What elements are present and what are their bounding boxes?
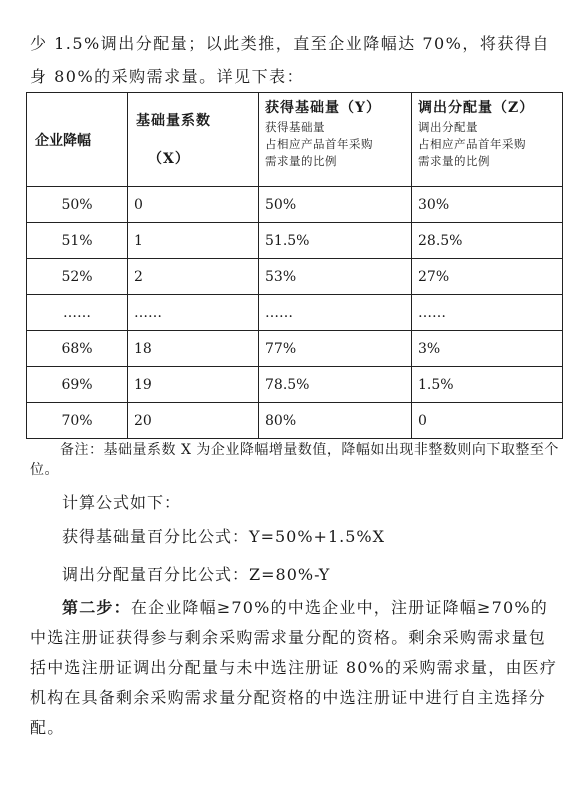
header-base-amount-sub-1: 获得基础量 (265, 120, 325, 134)
table-row (27, 187, 563, 223)
cell-decline: …… (27, 295, 128, 331)
table-note: 备注：基础量系数 X 为企业降幅增量数值，降幅如出现非整数则向下取整至个位。 (30, 442, 559, 478)
cell-transfer: 27% (412, 259, 563, 295)
cell-coefficient: 20 (128, 403, 259, 439)
header-decline-label: 企业降幅 (35, 132, 91, 149)
table-row (27, 295, 563, 331)
cell-transfer: 28.5% (412, 223, 563, 259)
cell-decline: 70% (27, 403, 128, 439)
cell-decline: 68% (27, 331, 128, 367)
cell-transfer: …… (412, 295, 563, 331)
cell-decline: 50% (27, 187, 128, 223)
cell-transfer: 0 (412, 403, 563, 439)
cell-decline: 51% (27, 223, 128, 259)
table-row (27, 367, 563, 403)
cell-decline: 69% (27, 367, 128, 403)
table-header-row (27, 93, 563, 187)
cell-base: 53% (259, 259, 412, 295)
step2-text: 在企业降幅≥70%的中选企业中，注册证降幅≥70%的中选注册证获得参与剩余采购需求量分配的资格。剩余采购需求量包括中选注册证调出分配量与未中选注册证 80%的采购需求量，由医疗机构在具备剩余采购需求量分配资格的中选注册证中进行自主选择分配。 (30, 598, 558, 737)
formula-heading: 计算公式如下： (62, 493, 182, 512)
cell-coefficient: 2 (128, 259, 259, 295)
intro-line-2: 身 80%的采购需求量。详见下表： (30, 67, 305, 86)
header-transfer-amount-sub-2: 占相应产品首年采购 (418, 137, 526, 151)
header-decline (27, 93, 128, 187)
header-base-amount-sub-2: 占相应产品首年采购 (265, 137, 373, 151)
step2-paragraph (30, 593, 560, 743)
header-coefficient-line1: 基础量系数 (136, 112, 211, 129)
header-base-amount (259, 93, 412, 187)
cell-base: 80% (259, 403, 412, 439)
header-coefficient-line2: （X） (148, 150, 190, 167)
header-base-amount-sub-3: 需求量的比例 (265, 154, 337, 168)
step2-label: 第二步： (62, 598, 131, 617)
cell-coefficient: 18 (128, 331, 259, 367)
table-row (27, 331, 563, 367)
cell-transfer: 30% (412, 187, 563, 223)
intro-line-1: 少 1.5%调出分配量；以此类推，直至企业降幅达 70%，将获得自 (30, 34, 550, 53)
cell-coefficient: …… (128, 295, 259, 331)
header-transfer-amount (412, 93, 563, 187)
cell-base: …… (259, 295, 412, 331)
cell-coefficient: 0 (128, 187, 259, 223)
cell-base: 51.5% (259, 223, 412, 259)
cell-transfer: 1.5% (412, 367, 563, 403)
cell-decline: 52% (27, 259, 128, 295)
header-transfer-amount-sub-1: 调出分配量 (418, 120, 478, 134)
header-base-amount-title: 获得基础量（Y） (265, 100, 381, 116)
cell-base: 77% (259, 331, 412, 367)
header-transfer-amount-title: 调出分配量（Z） (418, 100, 535, 116)
table-row (27, 223, 563, 259)
formula-y: 获得基础量百分比公式：Y=50%+1.5%X (62, 527, 385, 546)
header-coefficient (128, 93, 259, 187)
allocation-table (26, 92, 563, 439)
table-row (27, 403, 563, 439)
cell-coefficient: 1 (128, 223, 259, 259)
cell-coefficient: 19 (128, 367, 259, 403)
cell-base: 78.5% (259, 367, 412, 403)
header-transfer-amount-sub-3: 需求量的比例 (418, 154, 490, 168)
formula-z: 调出分配量百分比公式：Z=80%-Y (62, 565, 331, 584)
table-row (27, 259, 563, 295)
cell-base: 50% (259, 187, 412, 223)
cell-transfer: 3% (412, 331, 563, 367)
